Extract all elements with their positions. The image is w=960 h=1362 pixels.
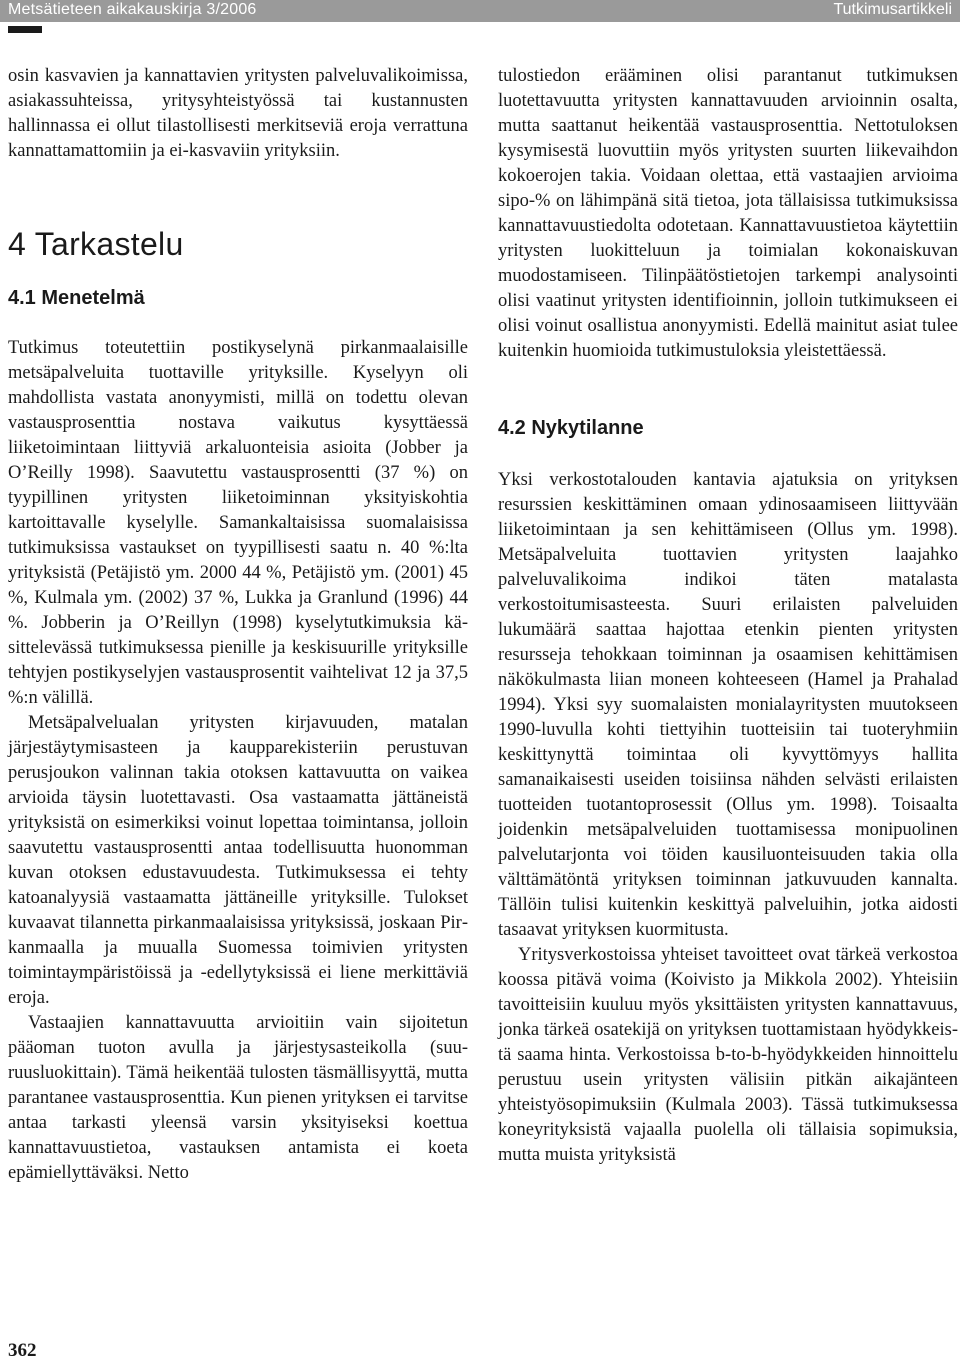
methods-paragraph-2: Metsäpalvelualan yritysten kirjavuuden, matalan järjestäytymisasteen ja kaupparekisteriin perustuvan perusjoukon valinnan takia otoksen kattavuutta on vaikea arvioida täysin luotettavasti. Osa vastaamatta jättäneistä yrityksistä on esimerkiksi voinut lopettaa toimintansa, jolloin saavutettu vastausprosentti antaa todellisuutta huonomman kuvan otoksen edustavuudesta. Tutkimuksessa ei tehty katoanalyysiä vastaamatta jättäneille yrityksille. Tulokset kuvaavat tilannetta pirkanmaalaisissa yrityksissä, joskaan Pirkanmaalla ja muualla Suomessa toimivien yritysten toimintaympäristöissä ja -edellytyksissä ei liene merkittäviä eroja. [8,713,468,1008]
page-number: 362 [8,1340,37,1361]
current-state-paragraph-1: Yksi verkostotalouden kantavia ajatuksia on yrityksen resurssien keskittäminen omaan ydinosaamiseen liittyvään liiketoimintaan ja sen kehittämiseen (Ollus ym. 1998). Metsäpalveluita tuottavien yritysten laajahko palveluvalikoima indikoi täten matalasta verkostoitumisasteesta. Suuri erilaisten palveluiden lukumäärä saattaa hajottaa etenkin pienten yritysten resursseja tehokkaan toiminnan ja osaamisen kehittämisen näkökulmasta liian moneen kohteeseen (Hamel ja Prahalad 1994). Yksi syy suomalaisten monialayritysten muutokseen 1990-luvulla kohti tiettyihin tuotteisiin tai tuoteryhmiin keskittynyttä toimintaa oli kyvyttömyys hallita samanaikaisesti useiden toisiinsa nähden selvästi erilaisten tuotteiden tuotantoprosessit (Ollus ym. 1998). Toisaalta joidenkin metsäpalveluiden tuottamisessa monipuolinen palvelutarjonta voi töiden kausiluonteisuuden takia olla välttämätöntä yrityksen toiminnan jatkuvuuden kannalta. Tällöin tulisi kuitenkin keskittyä palveluihin, jotka aidosti tasaavat yrityksen kuormitusta. [498,470,958,940]
article-category: Tutkimusartikkeli [833,1,952,18]
methods-paragraph-1: Tutkimus toteutettiin postikyselynä pirkanmaalaisille metsäpalveluita tuottaville yrityksille. Kyselyyn oli mahdollista vastata anonyymisti, millä on todettu olevan vastausprosenttia nostava vaikutus kysyttäessä liiketoimintaan liittyviä arkaluonteisia asioita (Jobber ja O’Reilly 1998). Saavutettu vastausprosentti (37 %) on tyypillinen yritysten liiketoiminnan yksityiskohtia kartoittavalle kyselylle. Samankaltaisissa suomalaisissa tutkimuksissa vastaukset on tyypillisesti saatu n. 40 %:lta yrityksistä (Petäjistö ym. 2000 44 %, Petäjistö ym. (2001) 45 %, Kulmala ym. (2002) 37 %, Lukka ja Granlund (1996) 44 %. Jobberin ja O’Reillyn (1998) kyselytutkimuksia käsittelevässä tutkimuksessa pienille ja keskisuurille yrityksille tehtyjen postikyselyjen vastausprosentit vaihtelivat 12 ja 37,5 %:n välillä. [8,338,468,708]
subsection-heading-current-state: 4.2 Nykytilanne [498,417,644,439]
right-column [498,64,958,1168]
header-marker-bar [8,26,42,33]
left-column [8,64,468,1186]
subsection-heading-methods: 4.1 Menetelmä [8,287,145,309]
methods-paragraph-continued: tulostiedon erääminen olisi parantanut tutkimuksen luotettavuutta yritysten kannattavuuden arvioinnin osalta, mutta saattanut heikentää vastausprosenttia. Nettotuloksen kysymisestä luovuttiin myös yritysten suurten liikevaihdon kokoerojen takia. Voidaan olettaa, että vastaajien arvioima sipo-% on lähimpänä sitä tietoa, jota tällaisissa tutkimuksissa kannattavuustiedolta odotetaan. Kannattavuustietoa käytettiin yritysten luokitteluun ja toimialan kokonaiskuvan muodostamiseen. Tilinpäätöstietojen tarkempi analysointi olisi vaatinut yritysten identifioinnin, jolloin tutkimukseen ei olisi voinut osallistua anonyymisti. Edellä mainitut asiat tulee kuitenkin huomioida tutkimustuloksia yleistettäessä. [498,66,958,361]
section-heading: 4 Tarkastelu [8,226,184,262]
methods-paragraph-3: Vastaajien kannattavuutta arvioitiin vain sijoitetun pääoman tuoton avulla ja järjestysasteikolla (suuruusluokittain). Tämä heikentää tulosten täsmällisyyttä, mutta parantanee vastausprosenttia. Kun pienen yrityksen ei tarvitse antaa tarkasti yleensä varsin yksityiseksi koettua kannattavuustietoa, vastauksen antamista ei koeta epämiellyttäväksi. Netto [8,1013,468,1183]
journal-title: Metsätieteen aikakauskirja 3/2006 [8,1,257,18]
current-state-paragraph-2: Yritysverkostoissa yhteiset tavoitteet ovat tärkeä verkostoa koossa pitävä voima (Koivisto ja Mikkola 2002). Yhteisiin tavoitteisiin kuuluu myös yksittäisten yritysten kannattavuus, jonka tärkeä osatekijä on yrityksen tuottamistaan hyödykkeistä saama hinta. Verkostoissa b-to-b-hyödykkeiden hinnoittelu perustuu usein yritysten välisiin pitkän aikajänteen yhteistyösopimuksiin (Kulmala 2003). Tässä tutkimuksessa koneyrityksistä vajaalla puolella oli tällaisia sopimuksia, mutta muista yrityksistä [498,945,958,1165]
intro-paragraph: osin kasvavien ja kannattavien yritysten palveluvalikoimissa, asiakassuhteissa, yritysyhteistyössä tai kustannusten hallinnassa ei ollut tilastollisesti merkitseviä eroja verrattuna kannattamattomiin ja ei-kasvaviin yrityksiin. [8,66,468,161]
running-header [0,0,960,22]
